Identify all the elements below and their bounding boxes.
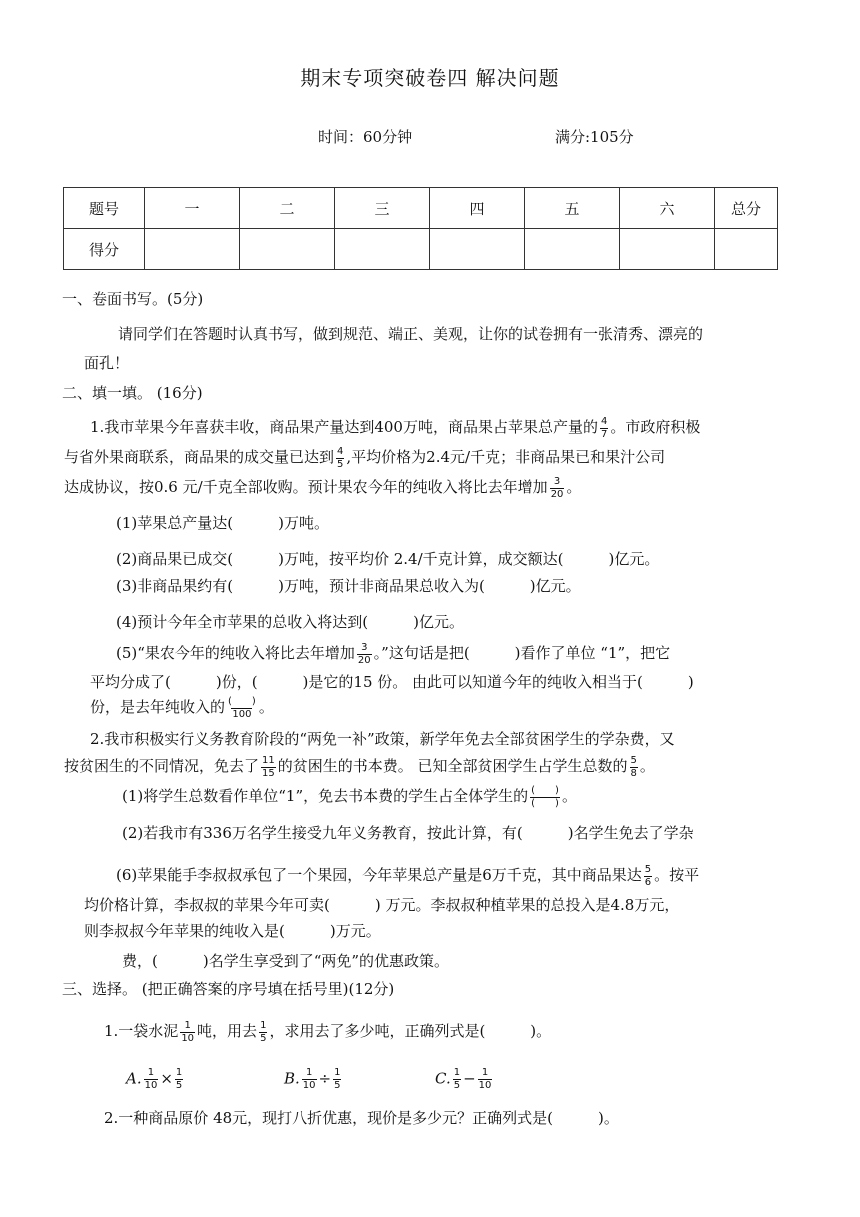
section-3-heading: 三、选择。 (把正确答案的序号填在括号里)(12分) [62, 980, 395, 998]
fraction-blank[interactable]: $\frac{( )}{100}$ [228, 695, 256, 720]
section-1-text-line: 请同学们在答题时认真书写，做到规范、端正、美观，让你的试卷拥有一张清秀、漂亮的 [118, 325, 704, 343]
score-table-score-row [64, 229, 778, 270]
full-score: 满分:105分 [555, 128, 634, 146]
fraction: $\frac{4}{7}$ [600, 415, 608, 440]
fraction: $\frac{4}{5}$ [337, 445, 344, 470]
header-cell: 六 [620, 188, 715, 229]
fraction: $\frac{1}{10}$ [302, 1067, 316, 1091]
fraction: $\frac{1}{5}$ [260, 1019, 267, 1044]
fraction: $\frac{11}{15}$ [262, 754, 275, 779]
score-cell[interactable] [430, 229, 525, 270]
header-cell: 五 [525, 188, 620, 229]
s3-q2: 2.一种商品原价 48元，现打八折优惠，现价是多少元？正确列式是( )。 [104, 1109, 619, 1127]
q2-part-1: (1)将学生总数看作单位“1”，免去书本费的学生占全体学生的 $\frac{( )}{( )}$ 。 [122, 784, 577, 809]
q1-line: 达成协议，按0.6 元/千克全部收购。预计果农今年的纯收入将比去年增加 $\frac{3}{20}$ 。 [64, 475, 582, 500]
section-2-heading: 二、填一填。 (16分) [62, 384, 203, 402]
score-cell[interactable] [335, 229, 430, 270]
s3-q1: 1.一袋水泥 $\frac{1}{10}$ 吨，用去 $\frac{1}{5}$ ，求用去了多少吨，正确列式是( )。 [104, 1019, 552, 1044]
section-1-heading: 一、卷面书写。(5分) [62, 290, 204, 308]
score-cell[interactable] [240, 229, 335, 270]
q1-part-5-cont: 份，是去年纯收入的 $\frac{( )}{100}$ 。 [90, 695, 274, 720]
q-part-6-cont: 则李叔叔今年苹果的纯收入是( )万元。 [84, 922, 381, 940]
q1-line: 1.我市苹果今年喜获丰收，商品果产量达到400万吨，商品果占苹果总产量的 $\frac{4}{7}$ 。市政府积极 [90, 415, 701, 440]
q1-line: 与省外果商联系，商品果的成交量已达到 $\frac{4}{5}$ ,平均价格为2.4元/千克；非商品果已和果汁公司 [64, 445, 666, 470]
q1-part-4: (4)预计今年全市苹果的总收入将达到( )亿元。 [116, 613, 464, 631]
option-c[interactable]: C. $\frac{1}{5}$ − $\frac{1}{10}$ [435, 1067, 492, 1091]
score-table [63, 187, 778, 270]
header-cell: 一 [145, 188, 240, 229]
option-b[interactable]: B. $\frac{1}{10}$ ÷ $\frac{1}{5}$ [284, 1067, 341, 1091]
q2-line: 2.我市积极实行义务教育阶段的“两免一补”政策，新学年免去全部贫困学生的学杂费，又 [90, 730, 675, 748]
header-cell: 题号 [64, 188, 145, 229]
score-row-label: 得分 [64, 229, 145, 270]
fraction: $\frac{1}{10}$ [181, 1019, 195, 1044]
fraction: $\frac{1}{10}$ [144, 1067, 158, 1091]
q1-part-1: (1)苹果总产量达( )万吨。 [116, 514, 329, 532]
header-cell: 总分 [715, 188, 778, 229]
fraction: $\frac{1}{10}$ [478, 1067, 492, 1091]
q2-part-2-cont: 费，( )名学生享受到了“两免”的优惠政策。 [122, 952, 450, 970]
fraction: $\frac{3}{20}$ [357, 641, 371, 666]
fraction-blank[interactable]: $\frac{( )}{( )}$ [531, 784, 559, 809]
score-cell[interactable] [525, 229, 620, 270]
score-cell[interactable] [620, 229, 715, 270]
fraction: $\frac{1}{5}$ [453, 1067, 461, 1091]
q2-line: 按贫困生的不同情况，免去了 $\frac{11}{15}$ 的贫困生的书本费。 已知全部贫困学生占学生总数的 $\frac{5}{8}$ 。 [64, 754, 655, 779]
q1-part-2: (2)商品果已成交( )万吨，按平均价 2.4/千克计算，成交额达( )亿元。 [116, 550, 660, 568]
q-part-6-cont: 均价格计算，李叔叔的苹果今年可卖( ) 万元。李叔叔种植苹果的总投入是4.8万元， [84, 896, 680, 914]
score-cell[interactable] [145, 229, 240, 270]
fraction: $\frac{5}{6}$ [644, 863, 652, 888]
exam-time: 时间：60分钟 [318, 128, 413, 146]
header-cell: 三 [335, 188, 430, 229]
header-cell: 四 [430, 188, 525, 229]
section-1-text-line: 面孔！ [84, 354, 130, 372]
fraction: $\frac{5}{8}$ [630, 754, 637, 779]
q-part-6: (6)苹果能手李叔叔承包了一个果园，今年苹果总产量是6万千克，其中商品果达 $\frac{5}{6}$ 。按平 [116, 863, 700, 888]
fraction: $\frac{1}{5}$ [334, 1067, 341, 1091]
fraction: $\frac{3}{20}$ [550, 475, 564, 500]
score-table-header-row [64, 188, 778, 229]
score-cell[interactable] [715, 229, 778, 270]
fraction: $\frac{1}{5}$ [175, 1067, 183, 1091]
q1-part-5: (5)“果农今年的纯收入将比去年增加 $\frac{3}{20}$ 。”这句话是把( )看作了单位 “1”，把它 [116, 641, 671, 666]
q1-part-3: (3)非商品果约有( )万吨，预计非商品果总收入为( )亿元。 [116, 577, 581, 595]
header-cell: 二 [240, 188, 335, 229]
q2-part-2: (2)若我市有336万名学生接受九年义务教育，按此计算，有( )名学生免去了学杂 [122, 824, 694, 842]
option-a[interactable]: A. $\frac{1}{10}$ × $\frac{1}{5}$ [126, 1067, 183, 1091]
q1-part-5-cont: 平均分成了( )份，( )是它的15 份。 由此可以知道今年的纯收入相当于( ) [90, 673, 694, 691]
page-title: 期末专项突破卷四 解决问题 [300, 66, 560, 90]
